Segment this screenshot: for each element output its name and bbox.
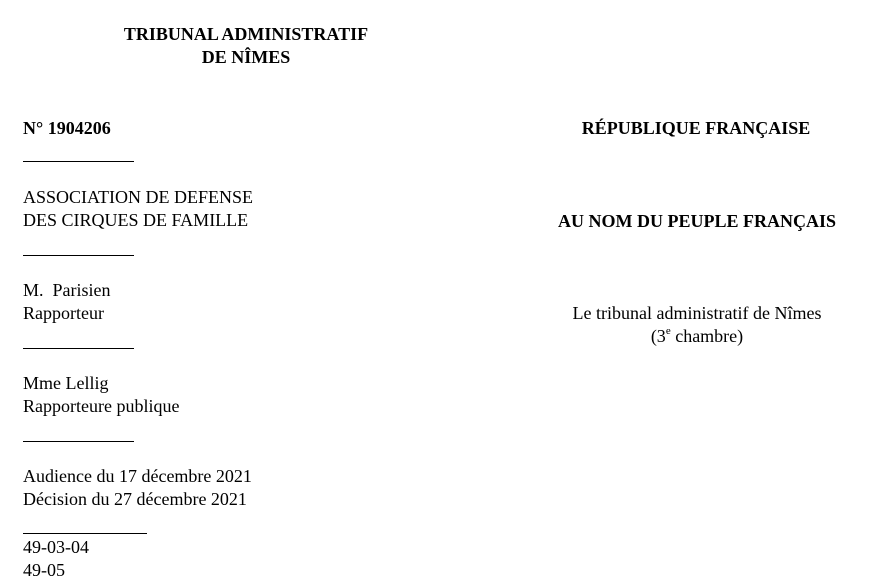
rapporteure-publique-name: Mme Lellig	[23, 373, 109, 393]
decision-date: Décision du 27 décembre 2021	[23, 489, 247, 509]
party-name-line2: DES CIRQUES DE FAMILLE	[23, 210, 249, 230]
rapporteure-publique-block	[23, 372, 179, 418]
republic-heading: RÉPUBLIQUE FRANÇAISE	[581, 118, 811, 138]
rapporteur-name: M. Parisien	[23, 280, 111, 300]
party-name-line1: ASSOCIATION DE DEFENSE	[23, 187, 254, 207]
separator	[23, 348, 134, 349]
au-nom-heading: AU NOM DU PEUPLE FRANÇAIS	[558, 211, 836, 231]
dates-block	[23, 465, 252, 511]
chamber-sup: e	[665, 325, 671, 337]
audience-date: Audience du 17 décembre 2021	[23, 466, 252, 486]
code-item: 49-05	[23, 560, 65, 580]
rapporteure-publique-role: Rapporteure publique	[23, 396, 180, 416]
chamber-close: chambre)	[670, 326, 744, 346]
case-number: N° 1904206	[23, 118, 111, 138]
tribunal-statement	[536, 302, 858, 348]
code-item: 49-03-04	[23, 537, 89, 557]
court-name-line2: DE NÎMES	[201, 47, 291, 67]
rapporteur-block	[23, 279, 111, 325]
separator	[23, 441, 134, 442]
separator	[23, 255, 134, 256]
tribunal-statement-line1: Le tribunal administratif de Nîmes	[572, 303, 822, 323]
chamber-line	[536, 325, 858, 348]
party-name	[23, 186, 253, 232]
separator	[23, 161, 134, 162]
court-name-line1: TRIBUNAL ADMINISTRATIF	[123, 24, 369, 44]
rapporteur-role: Rapporteur	[23, 303, 104, 323]
separator	[23, 533, 147, 534]
codes-block	[23, 536, 89, 582]
court-name	[96, 23, 396, 69]
chamber-open: (3	[650, 326, 666, 346]
